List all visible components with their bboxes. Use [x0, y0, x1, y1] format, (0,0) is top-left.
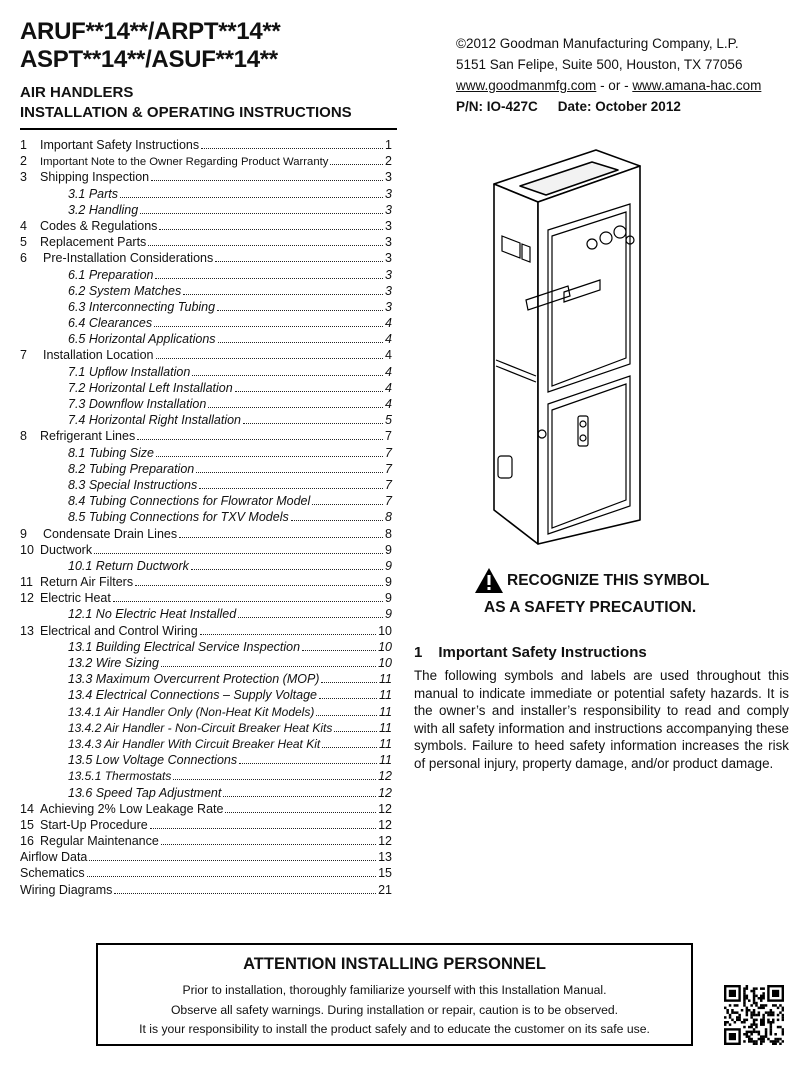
- toc-entry[interactable]: [20, 671, 392, 687]
- toc-entry-title: 13.3 Maximum Overcurrent Protection (MOP): [68, 672, 320, 687]
- toc-entry-title: 13.5.1 Thermostats: [68, 769, 172, 784]
- toc-leader: [208, 407, 383, 408]
- toc-entry-title: 6.4 Clearances: [68, 316, 153, 331]
- toc-entry-title: 7.3 Downflow Installation: [68, 397, 207, 411]
- toc-leader: [156, 358, 384, 359]
- attention-title: ATTENTION INSTALLING PERSONNEL: [243, 955, 546, 973]
- toc-entry-number: 3: [20, 170, 27, 185]
- toc-leader: [192, 375, 383, 376]
- address-line: 5151 San Felipe, Suite 500, Houston, TX 77056: [456, 57, 743, 72]
- section-1-number: 1: [414, 644, 423, 661]
- or-text: - or -: [596, 78, 633, 93]
- toc-entry-title: 7.2 Horizontal Left Installation: [68, 380, 233, 395]
- toc-leader: [291, 520, 383, 521]
- toc-leader: [120, 197, 383, 198]
- toc-leader: [199, 488, 383, 489]
- toc-entry-page: 10: [378, 639, 392, 654]
- toc-leader: [215, 261, 383, 262]
- toc-entry-title: Electrical and Control Wiring: [40, 623, 198, 638]
- toc-entry-number: 10: [20, 542, 34, 557]
- toc-leader: [154, 326, 383, 327]
- toc-entry-page: 11: [379, 672, 392, 687]
- toc-leader: [330, 164, 383, 165]
- toc-entry-title: 6.5 Horizontal Applications: [68, 332, 216, 347]
- toc-entry[interactable]: [20, 736, 392, 752]
- toc-entry-page: 12: [378, 801, 392, 816]
- toc-leader: [89, 860, 376, 861]
- toc-entry[interactable]: [20, 817, 392, 833]
- website-line: [456, 75, 761, 96]
- toc-entry[interactable]: [20, 493, 392, 509]
- toc-entry-title: 6.3 Interconnecting Tubing: [68, 299, 216, 314]
- toc-entry[interactable]: [20, 833, 392, 849]
- toc-entry-page: 15: [378, 866, 392, 881]
- toc-entry[interactable]: [20, 396, 392, 412]
- attention-line-2: Observe all safety warnings. During installation or repair, caution is to be observed.: [170, 1002, 619, 1017]
- toc-entry-page: 7: [385, 494, 392, 509]
- toc-entry-title: 13.5 Low Voltage Connections: [68, 753, 238, 768]
- toc-entry-number: 14: [20, 801, 34, 816]
- toc-entry[interactable]: [20, 865, 392, 881]
- toc-entry[interactable]: [20, 364, 392, 380]
- toc-leader: [135, 585, 383, 586]
- toc-leader: [183, 294, 383, 295]
- toc-leader: [137, 439, 383, 440]
- toc-leader: [87, 876, 376, 877]
- toc-leader: [218, 342, 384, 343]
- toc-entry-number: 9: [20, 526, 27, 541]
- toc-leader: [140, 213, 383, 214]
- toc-entry-page: 3: [385, 202, 392, 217]
- air-handler-illustration: [480, 140, 650, 550]
- model-title-line-2: ASPT**14**/ASUF**14**: [20, 46, 278, 73]
- toc-entry-page: 3: [385, 170, 392, 185]
- toc-leader: [161, 844, 376, 845]
- toc-entry[interactable]: [20, 704, 392, 720]
- qr-code[interactable]: [724, 985, 784, 1045]
- toc-entry-title: Replacement Parts: [40, 235, 147, 250]
- toc-entry-page: 10: [378, 656, 392, 670]
- toc-entry-title: 3.1 Parts: [68, 186, 119, 201]
- attention-box: [96, 943, 693, 1046]
- toc-entry-title: Ductwork: [40, 542, 93, 557]
- toc-entry-title: Airflow Data: [20, 850, 88, 865]
- toc-entry[interactable]: [20, 752, 392, 768]
- toc-leader: [161, 666, 376, 667]
- section-1-body: The following symbols and labels are used throughout this manual to indicate immediate or potential safety hazards. It is the owner’s and installer’s responsibility to read and comply with all safety information and instructions accompanying these symbols. Failure to heed safety information increases the risk of personal injury, property damage, and/or product damage.: [414, 668, 789, 771]
- toc-entry-title: Regular Maintenance: [40, 834, 159, 849]
- toc-entry-title: Important Note to the Owner Regarding Product Warranty: [40, 156, 329, 169]
- toc-entry-page: 3: [385, 299, 392, 314]
- toc-entry-page: 3: [385, 235, 392, 250]
- toc-entry[interactable]: [20, 169, 392, 185]
- toc-entry-page: 11: [379, 753, 392, 768]
- toc-entry-page: 7: [385, 445, 392, 460]
- toc-entry[interactable]: [20, 477, 392, 493]
- toc-entry-title: Codes & Regulations: [40, 218, 158, 233]
- toc-entry[interactable]: [20, 299, 392, 315]
- toc-entry-title: 13.6 Speed Tap Adjustment: [68, 785, 222, 800]
- toc-entry[interactable]: [20, 526, 392, 542]
- toc-entry-page: 4: [385, 316, 392, 331]
- safety-symbol-line-1: RECOGNIZE THIS SYMBOL: [507, 572, 710, 589]
- toc-entry-title: Electric Heat: [40, 591, 111, 606]
- toc-leader: [217, 310, 383, 311]
- toc-entry-page: 9: [385, 542, 392, 557]
- toc-leader: [148, 245, 383, 246]
- toc-entry[interactable]: [20, 428, 392, 444]
- toc-entry[interactable]: [20, 137, 392, 153]
- toc-entry-number: 8: [20, 429, 27, 444]
- toc-entry[interactable]: [20, 283, 392, 299]
- toc-entry-number: 5: [20, 235, 27, 250]
- copyright-line: ©2012 Goodman Manufacturing Company, L.P.: [456, 36, 739, 51]
- toc-entry[interactable]: [20, 250, 392, 266]
- toc-entry-number: 15: [20, 817, 34, 832]
- toc-entry[interactable]: [20, 590, 392, 606]
- toc-entry[interactable]: [20, 687, 392, 703]
- toc-entry-page: 3: [385, 283, 392, 298]
- toc-entry[interactable]: [20, 267, 392, 283]
- toc-entry-page: 4: [385, 364, 392, 379]
- toc-entry-number: 2: [20, 154, 27, 169]
- toc-entry-title: Condensate Drain Lines: [43, 526, 178, 541]
- toc-leader: [151, 180, 383, 181]
- toc-entry[interactable]: [20, 655, 392, 671]
- part-number: P/N: IO-427C: [456, 99, 538, 114]
- toc-leader: [316, 715, 377, 716]
- toc-leader: [179, 537, 383, 538]
- toc-entry-title: Shipping Inspection: [40, 170, 150, 185]
- section-1-title: Important Safety Instructions: [438, 644, 647, 661]
- toc-leader: [225, 812, 376, 813]
- toc-entry-title: 13.4 Electrical Connections – Supply Voltage: [68, 688, 317, 703]
- toc-entry-page: 12: [378, 834, 392, 849]
- toc-leader: [114, 893, 376, 894]
- toc-entry-page: 3: [385, 186, 392, 201]
- toc-entry-title: 13.2 Wire Sizing: [68, 656, 159, 670]
- toc-entry[interactable]: [20, 606, 392, 622]
- safety-symbol-line-2: AS A SAFETY PRECAUTION.: [484, 599, 697, 616]
- header-rule: [20, 128, 397, 130]
- toc-entry[interactable]: [20, 331, 392, 347]
- toc-entry[interactable]: [20, 186, 392, 202]
- toc-entry-page: 4: [385, 348, 392, 363]
- toc-leader: [238, 617, 383, 618]
- toc-entry-page: 9: [385, 607, 392, 622]
- toc-leader: [243, 423, 383, 424]
- part-number-line: [456, 96, 681, 117]
- toc-entry-title: 6.2 System Matches: [68, 283, 182, 298]
- toc-leader: [239, 763, 377, 764]
- toc-entry-page: 8: [385, 510, 392, 525]
- toc-entry-page: 4: [385, 332, 392, 347]
- toc-entry-page: 21: [378, 882, 392, 897]
- toc-entry[interactable]: [20, 801, 392, 817]
- toc-leader: [150, 828, 376, 829]
- toc-entry-title: Pre-Installation Considerations: [43, 251, 214, 266]
- toc-leader: [201, 148, 383, 149]
- toc-entry-page: 12: [378, 817, 392, 832]
- toc-entry[interactable]: [20, 461, 392, 477]
- toc-entry[interactable]: [20, 445, 392, 461]
- toc-leader: [155, 278, 383, 279]
- toc-entry-number: 16: [20, 834, 34, 849]
- goodman-link[interactable]: www.goodmanmfg.com: [456, 78, 597, 93]
- doc-subtitle-1: AIR HANDLERS: [20, 84, 134, 101]
- toc-leader: [200, 634, 376, 635]
- table-of-contents: [20, 137, 392, 898]
- toc-entry[interactable]: [20, 315, 392, 331]
- toc-leader: [312, 504, 383, 505]
- toc-leader: [322, 747, 377, 748]
- toc-entry-title: Refrigerant Lines: [40, 429, 136, 444]
- toc-entry-page: 7: [385, 477, 392, 492]
- toc-entry[interactable]: [20, 218, 392, 234]
- toc-entry-title: 3.2 Handling: [68, 202, 139, 217]
- toc-entry-title: Schematics: [20, 866, 85, 881]
- toc-entry-page: 13: [378, 850, 392, 865]
- toc-entry-title: 13.1 Building Electrical Service Inspection: [68, 639, 301, 654]
- toc-entry-page: 3: [385, 267, 392, 282]
- toc-entry-title: Installation Location: [43, 348, 154, 363]
- toc-leader: [319, 698, 377, 699]
- toc-entry-page: 9: [385, 575, 392, 590]
- toc-entry-title: Important Safety Instructions: [40, 138, 200, 152]
- toc-leader: [191, 569, 383, 570]
- toc-entry[interactable]: [20, 234, 392, 250]
- toc-entry-title: 8.4 Tubing Connections for Flowrator Model: [68, 494, 311, 509]
- toc-entry-title: 7.4 Horizontal Right Installation: [68, 413, 242, 428]
- toc-entry-page: 9: [385, 591, 392, 606]
- toc-entry-title: 12.1 No Electric Heat Installed: [68, 607, 237, 622]
- toc-entry-page: 4: [385, 397, 392, 411]
- toc-entry-page: 4: [385, 380, 392, 395]
- toc-entry[interactable]: [20, 574, 392, 590]
- toc-leader: [94, 553, 383, 554]
- toc-entry-title: 13.4.1 Air Handler Only (Non-Heat Kit Models): [68, 704, 315, 719]
- toc-entry-title: 8.2 Tubing Preparation: [68, 461, 195, 476]
- toc-entry-title: 6.1 Preparation: [68, 267, 154, 282]
- toc-entry-page: 11: [379, 688, 392, 703]
- toc-leader: [302, 650, 376, 651]
- toc-entry-page: 3: [385, 218, 392, 233]
- toc-entry-number: 12: [20, 591, 34, 606]
- toc-entry-page: 11: [379, 736, 392, 751]
- toc-entry-page: 10: [378, 623, 392, 638]
- toc-entry-number: 1: [20, 138, 27, 152]
- toc-entry-page: 2: [385, 154, 392, 169]
- amana-link[interactable]: www.amana-hac.com: [632, 78, 762, 93]
- toc-entry[interactable]: [20, 153, 392, 169]
- warning-triangle-icon: [474, 567, 504, 594]
- toc-entry[interactable]: [20, 202, 392, 218]
- toc-entry-number: 11: [20, 575, 33, 590]
- toc-entry-title: 7.1 Upflow Installation: [68, 364, 191, 379]
- toc-entry-number: 6: [20, 251, 27, 266]
- toc-entry[interactable]: [20, 412, 392, 428]
- model-title-line-1: ARUF**14**/ARPT**14**: [20, 18, 281, 45]
- toc-entry-page: 7: [385, 461, 392, 476]
- toc-leader: [196, 472, 383, 473]
- toc-entry[interactable]: [20, 639, 392, 655]
- toc-entry[interactable]: [20, 623, 392, 639]
- toc-entry-title: 10.1 Return Ductwork: [68, 558, 189, 573]
- toc-leader: [113, 601, 383, 602]
- toc-entry-page: 5: [385, 413, 392, 428]
- toc-entry-title: Wiring Diagrams: [20, 882, 113, 897]
- toc-leader: [156, 456, 383, 457]
- toc-entry-number: 4: [20, 218, 27, 233]
- toc-entry-page: 11: [379, 704, 392, 719]
- toc-leader: [173, 779, 376, 780]
- toc-entry[interactable]: [20, 768, 392, 784]
- toc-leader: [223, 796, 376, 797]
- attention-line-3: It is your responsibility to install the product safely and to educate the customer on its safe use.: [139, 1022, 650, 1036]
- toc-entry[interactable]: [20, 785, 392, 801]
- toc-entry[interactable]: [20, 380, 392, 396]
- doc-date: Date: October 2012: [557, 99, 681, 114]
- toc-entry-page: 7: [385, 429, 392, 444]
- toc-entry-title: 8.3 Special Instructions: [68, 477, 198, 492]
- toc-leader: [334, 731, 377, 732]
- toc-entry-title: Start-Up Procedure: [40, 817, 148, 832]
- toc-entry-page: 12: [378, 785, 392, 800]
- attention-line-1: Prior to installation, thoroughly familiarize yourself with this Installation Manual.: [182, 983, 607, 997]
- toc-entry[interactable]: [20, 347, 392, 363]
- toc-entry-title: 8.1 Tubing Size: [68, 445, 154, 460]
- toc-entry-page: 11: [379, 720, 392, 735]
- section-1-heading: [414, 644, 647, 661]
- toc-entry-title: 13.4.3 Air Handler With Circuit Breaker Heat Kit: [68, 736, 321, 751]
- toc-entry-title: 13.4.2 Air Handler - Non-Circuit Breaker Heat Kits: [68, 720, 333, 735]
- toc-entry-page: 9: [385, 558, 392, 573]
- toc-entry-title: Achieving 2% Low Leakage Rate: [40, 801, 224, 816]
- toc-leader: [159, 229, 383, 230]
- toc-leader: [235, 391, 383, 392]
- doc-subtitle-2: INSTALLATION & OPERATING INSTRUCTIONS: [20, 104, 352, 121]
- toc-entry[interactable]: [20, 558, 392, 574]
- toc-entry-page: 3: [385, 251, 392, 266]
- toc-entry[interactable]: [20, 542, 392, 558]
- toc-entry-title: 8.5 Tubing Connections for TXV Models: [68, 510, 289, 525]
- toc-leader: [321, 682, 377, 683]
- toc-entry[interactable]: [20, 509, 392, 525]
- toc-entry-number: 13: [20, 623, 34, 638]
- toc-entry[interactable]: [20, 882, 392, 898]
- toc-entry[interactable]: [20, 720, 392, 736]
- toc-entry[interactable]: [20, 849, 392, 865]
- toc-entry-title: Return Air Filters: [40, 575, 134, 590]
- toc-entry-page: 1: [385, 138, 392, 152]
- toc-entry-page: 12: [378, 769, 392, 784]
- toc-entry-number: 7: [20, 348, 27, 363]
- toc-entry-page: 8: [385, 526, 392, 541]
